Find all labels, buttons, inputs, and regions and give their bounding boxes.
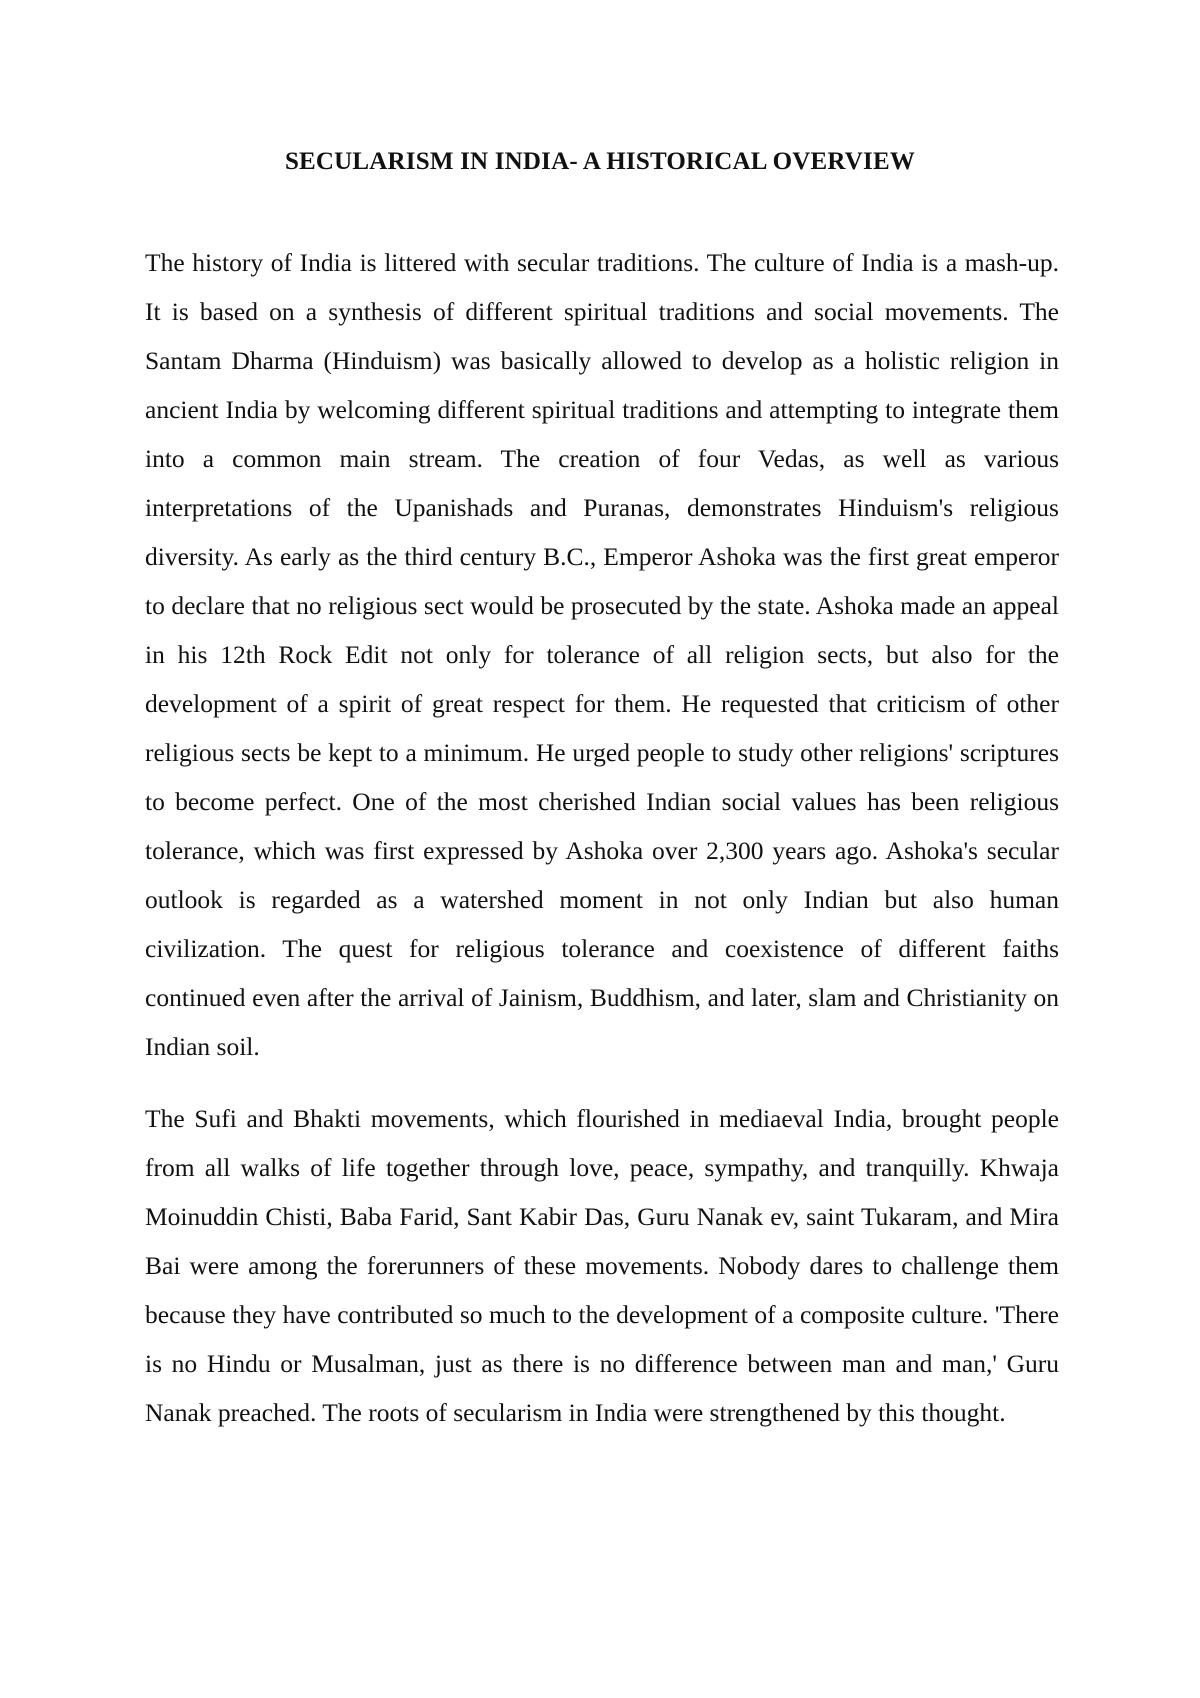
paragraph-sufi-bhakti: The Sufi and Bhakti movements, which flourished in mediaeval India, brought people from all walks of life together through love, peace, sympathy, and tranquilly. Khwaja Moinuddin Chisti, Baba Farid, Sant Kabir Das, Guru Nanak ev, saint Tukaram, and Mira Bai were among the forerunners of these movements. Nobody dares to challenge them because they have contributed so much to the development of a composite culture. 'There is no Hindu or Musalman, just as there is no difference between man and man,' Guru Nanak preached. The roots of secularism in India were strengthened by this thought. [145,1104,1059,1427]
document-body [145,238,1059,1460]
paragraph-history: The history of India is littered with secular traditions. The culture of India is a mash-up. It is based on a synthesis of different spiritual traditions and social movements. The Santam Dharma (Hinduism) was basically allowed to develop as a holistic religion in ancient India by welcoming different spiritual traditions and attempting to integrate them into a common main stream. The creation of four Vedas, as well as various interpretations of the Upanishads and Puranas, demonstrates Hinduism's religious diversity. As early as the third century B.C., Emperor Ashoka was the first great emperor to declare that no religious sect would be prosecuted by the state. Ashoka made an appeal in his 12th Rock Edit not only for tolerance of all religion sects, but also for the development of a spirit of great respect for them. He requested that criticism of other religious sects be kept to a minimum. He urged people to study other religions' scriptures to become perfect. One of the most cherished Indian social values has been religious tolerance, which was first expressed by Ashoka over 2,300 years ago. Ashoka's secular outlook is regarded as a watershed moment in not only Indian but also human civilization. The quest for religious tolerance and coexistence of different faiths continued even after the arrival of Jainism, Buddhism, and later, slam and Christianity on Indian soil. [145,248,1059,1061]
page-title: SECULARISM IN INDIA- A HISTORICAL OVERVIEW [284,148,916,175]
